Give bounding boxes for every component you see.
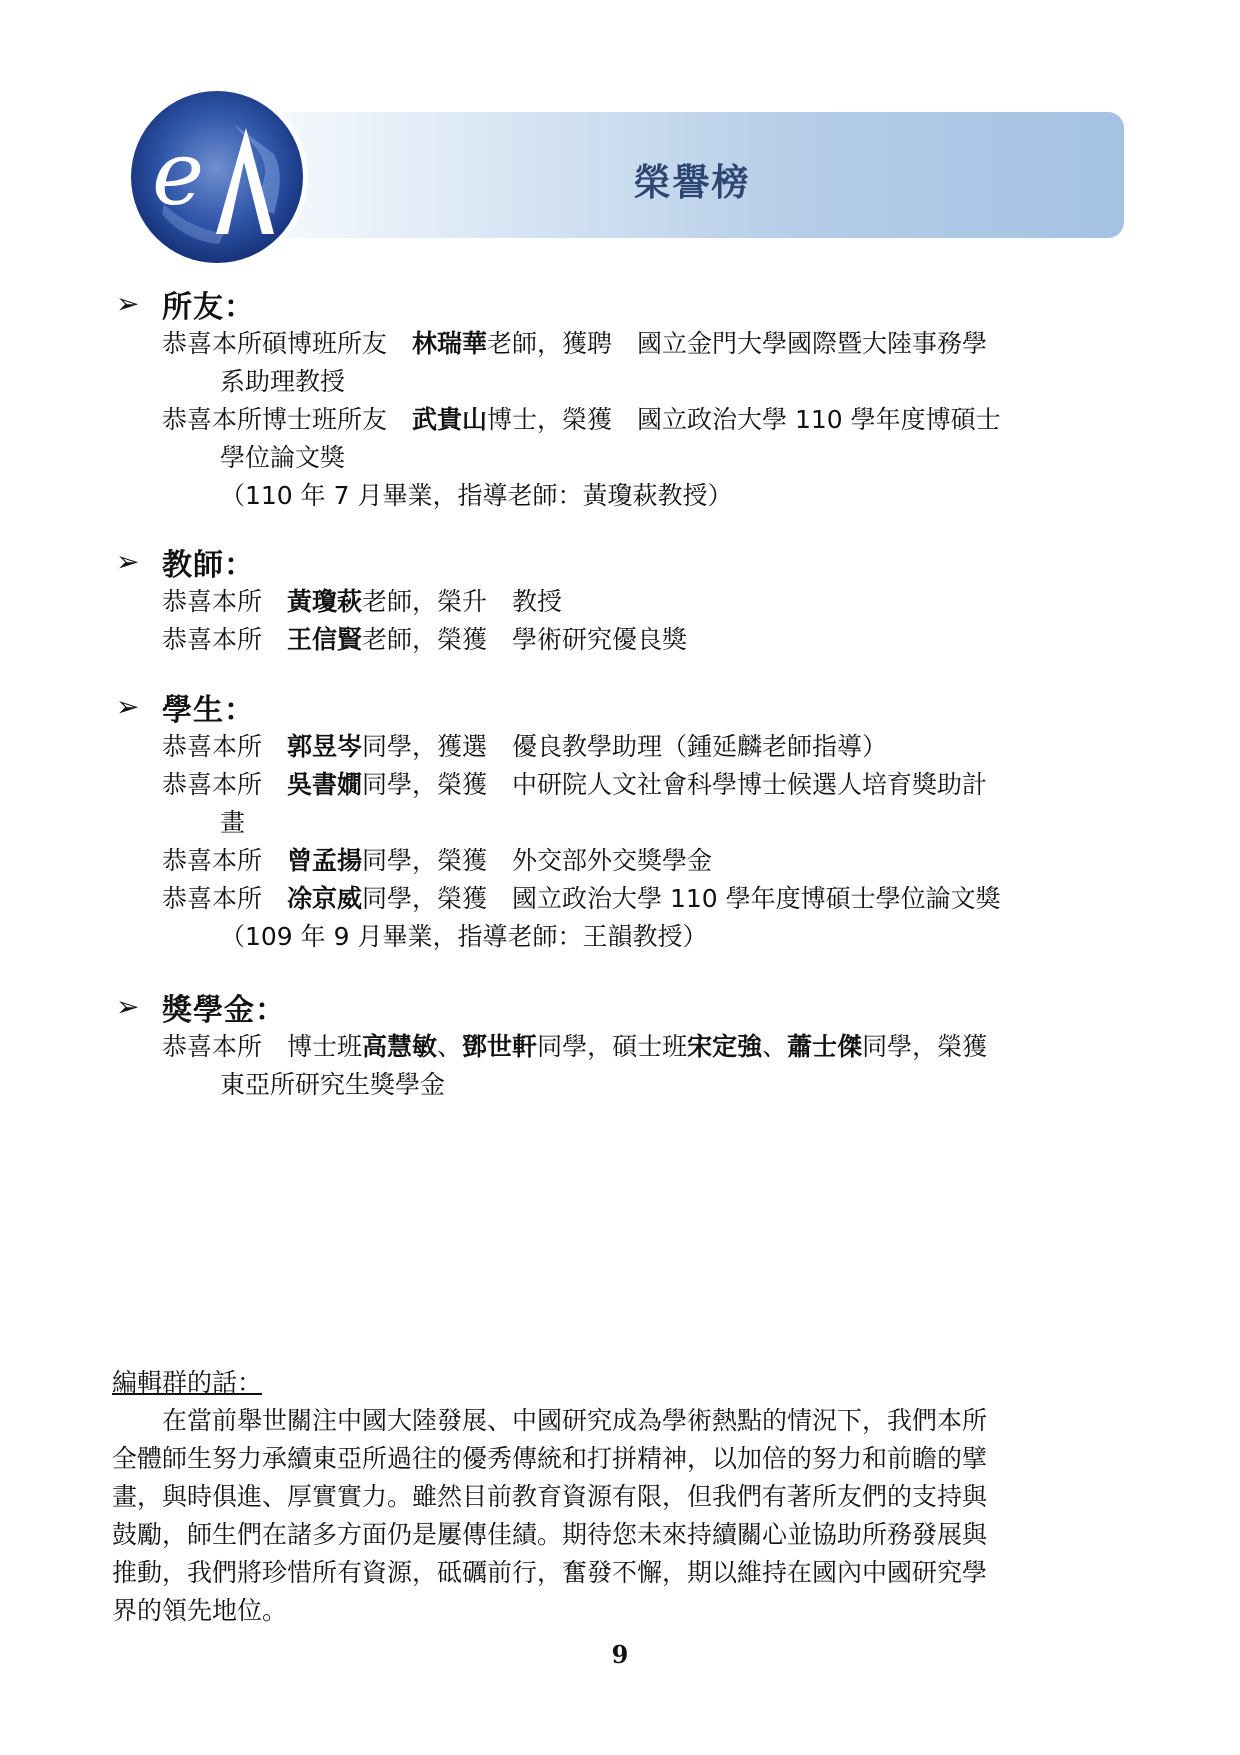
honoree-name: 吳書嫺 (287, 770, 363, 799)
section-students (116, 686, 1136, 956)
honor-line-continued: 畫 (220, 808, 246, 837)
section-title: 學生： (162, 693, 255, 728)
title-banner (200, 112, 1124, 238)
honoree-name: 凃京威 (287, 884, 363, 913)
ea-logo (124, 84, 310, 270)
honoree-name: 曾孟揚 (287, 846, 363, 875)
honor-note: （109 年 9 月畢業，指導老師：王韻教授） (220, 922, 708, 951)
page-title: 榮譽榜 (633, 161, 751, 204)
honor-line: 恭喜本所 曾孟揚同學，榮獲 外交部外交獎學金 (162, 846, 713, 875)
honoree-name: 宋定強 (687, 1032, 763, 1061)
editor-note-line: 在當前舉世關注中國大陸發展、中國研究成為學術熱點的情況下，我們本所 (112, 1406, 988, 1435)
editor-note-title: 編輯群的話： (112, 1368, 263, 1397)
honor-line-continued: 學位論文獎 (220, 443, 346, 472)
honor-line: 恭喜本所 郭昱岑同學，獲選 優良教學助理（鍾延麟老師指導） (162, 732, 888, 761)
honoree-name: 王信賢 (287, 625, 363, 654)
editor-note-line: 界的領先地位。 (112, 1596, 288, 1625)
section-faculty (116, 541, 1136, 659)
honor-line-continued: 系助理教授 (220, 367, 346, 396)
editor-note (112, 1364, 1130, 1630)
arrow-bullet-icon: ➢ (116, 990, 140, 1023)
honor-line: 恭喜本所博士班所友 武貴山博士，榮獲 國立政治大學 110 學年度博碩士 (162, 405, 1001, 434)
honor-note: （110 年 7 月畢業，指導老師：黃瓊萩教授） (220, 481, 733, 510)
honoree-name: 高慧敏 (362, 1032, 438, 1061)
section-title: 教師： (162, 548, 255, 583)
section-alumni (116, 283, 1136, 515)
arrow-bullet-icon: ➢ (116, 287, 140, 320)
honoree-name: 林瑞華 (412, 329, 488, 358)
arrow-bullet-icon: ➢ (116, 545, 140, 578)
section-scholarship (116, 986, 1136, 1104)
honor-line-continued: 東亞所研究生獎學金 (220, 1070, 446, 1099)
honor-line: 恭喜本所 王信賢老師，榮獲 學術研究優良獎 (162, 625, 688, 654)
honor-line: 恭喜本所 博士班高慧敏、鄧世軒同學，碩士班宋定強、蕭士傑同學，榮獲 (162, 1032, 988, 1061)
honoree-name: 武貴山 (412, 405, 488, 434)
honoree-name: 蕭士傑 (787, 1032, 863, 1061)
honoree-name: 鄧世軒 (462, 1032, 538, 1061)
editor-note-line: 畫，與時俱進、厚實實力。雖然目前教育資源有限，但我們有著所友們的支持與 (112, 1482, 988, 1511)
section-title: 所友： (162, 290, 255, 325)
editor-note-line: 鼓勵，師生們在諸多方面仍是屢傳佳績。期待您未來持續關心並協助所務發展與 (112, 1520, 988, 1549)
page-number: 9 (611, 1640, 629, 1669)
honor-line: 恭喜本所 吳書嫺同學，榮獲 中研院人文社會科學博士候選人培育獎助計 (162, 770, 988, 799)
honor-line: 恭喜本所 黃瓊萩老師，榮升 教授 (162, 587, 563, 616)
arrow-bullet-icon: ➢ (116, 690, 140, 723)
honoree-name: 黃瓊萩 (287, 587, 363, 616)
honor-line: 恭喜本所 凃京威同學，榮獲 國立政治大學 110 學年度博碩士學位論文獎 (162, 884, 1001, 913)
honor-line: 恭喜本所碩博班所友 林瑞華老師，獲聘 國立金門大學國際暨大陸事務學 (162, 329, 988, 358)
editor-note-line: 全體師生努力承續東亞所過往的優秀傳統和打拼精神，以加倍的努力和前瞻的擘 (112, 1444, 988, 1473)
section-title: 獎學金： (162, 993, 286, 1028)
editor-note-line: 推動，我們將珍惜所有資源，砥礪前行，奮發不懈，期以維持在國內中國研究學 (112, 1558, 988, 1587)
svg-text:e: e (152, 122, 205, 225)
honoree-name: 郭昱岑 (287, 732, 363, 761)
